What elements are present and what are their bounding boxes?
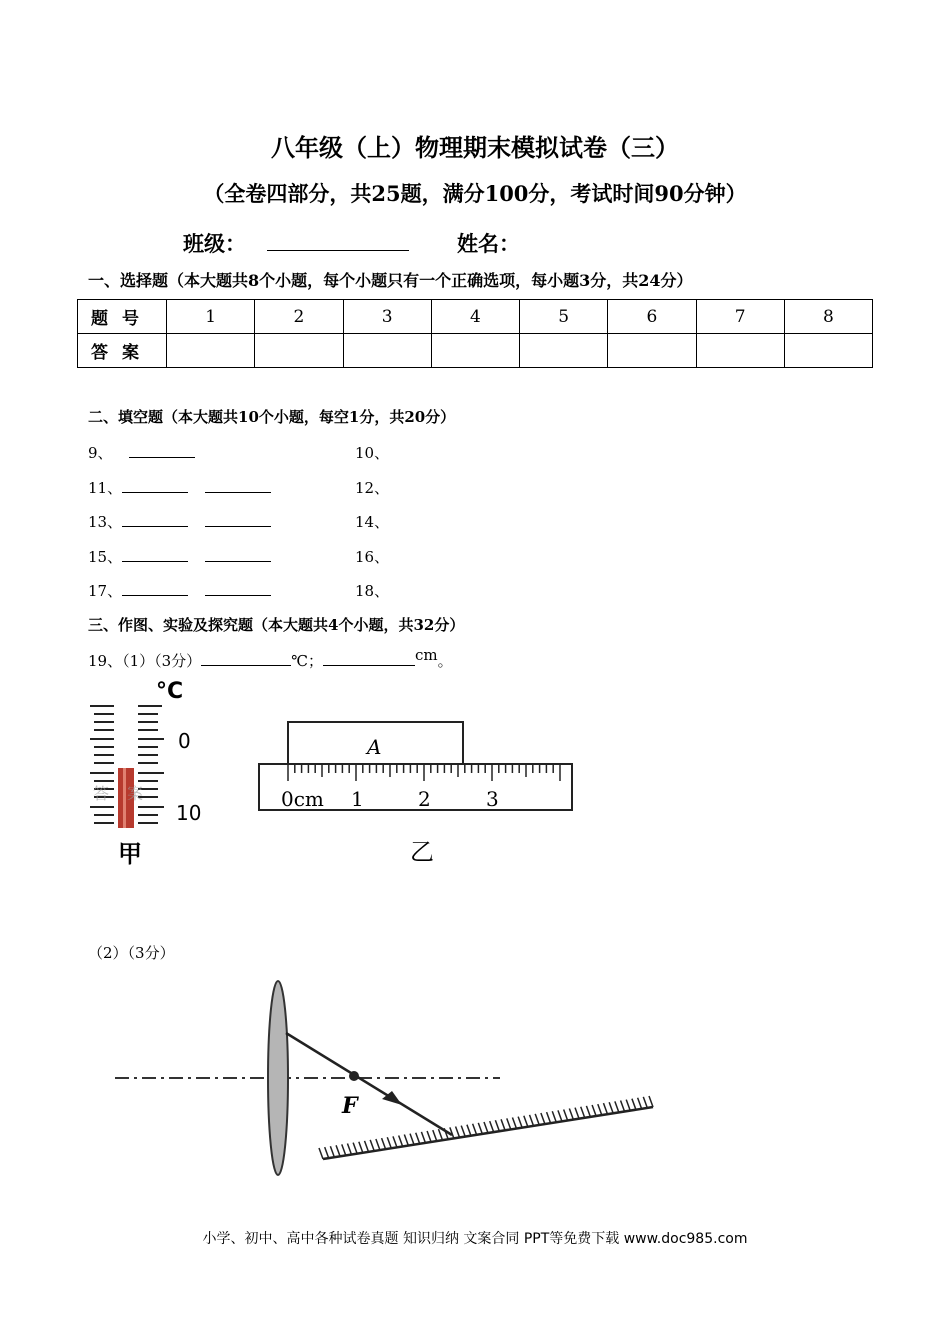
light-ray	[286, 1033, 452, 1135]
mirror-hatch-mark	[621, 1100, 625, 1111]
answer-cell[interactable]	[255, 334, 343, 368]
question-number: 8	[784, 300, 872, 334]
footer: 小学、初中、高中各种试卷真题 知识归纳 文案合同 PPT等免费下载 www.doc985.com	[202, 1231, 748, 1247]
mirror-hatch-mark	[347, 1144, 351, 1155]
row1-label: 题号	[78, 300, 167, 334]
answer-blank[interactable]	[129, 445, 195, 458]
question-number: 7	[696, 300, 784, 334]
question-number: 1	[167, 300, 255, 334]
mirror-hatch-mark	[541, 1113, 545, 1124]
lens-figure	[110, 975, 665, 1180]
mirror-hatch-mark	[365, 1141, 369, 1152]
mirror-hatch-mark	[535, 1114, 539, 1125]
mirror-hatch-mark	[359, 1142, 363, 1153]
fill-item-13: 13、	[88, 511, 271, 532]
answer-table	[77, 299, 873, 368]
answer-cell[interactable]	[696, 334, 784, 368]
fill-item-11: 11、	[88, 477, 271, 498]
mirror-hatch-mark	[564, 1109, 568, 1120]
class-blank[interactable]	[267, 250, 409, 251]
mirror-hatch-mark	[586, 1106, 590, 1117]
ruler-label-0cm: 0cm	[281, 787, 324, 811]
row2-label: 答案	[78, 334, 167, 368]
ruler-label-1: 1	[351, 787, 364, 811]
temperature-blank[interactable]	[201, 653, 291, 666]
mirror-hatch-mark	[393, 1136, 397, 1147]
mirror-hatch-mark	[518, 1117, 522, 1128]
mirror-hatch-mark	[609, 1102, 613, 1113]
mirror-hatch-mark	[336, 1145, 340, 1156]
question-number: 3	[343, 300, 431, 334]
mirror-hatch-mark	[632, 1099, 636, 1110]
mirror-hatch-mark	[530, 1115, 534, 1126]
table-row	[78, 334, 873, 368]
celsius-unit: °C	[156, 679, 184, 704]
mirror-hatch-mark	[575, 1108, 579, 1119]
mirror-hatch-mark	[558, 1110, 562, 1121]
mirror-hatch-mark	[387, 1137, 391, 1148]
figure-caption-jia: 甲	[118, 840, 142, 868]
mirror-hatch-mark	[433, 1130, 437, 1141]
length-blank[interactable]	[323, 653, 415, 666]
answer-cell[interactable]	[343, 334, 431, 368]
ruler-label-2: 2	[418, 787, 431, 811]
section1-heading: 一、选择题（本大题共8个小题，每个小题只有一个正确选项，每小题3分，共24分）	[88, 271, 693, 290]
mirror-hatch-mark	[353, 1143, 357, 1154]
answer-blank[interactable]	[205, 514, 271, 527]
mirror-hatch-mark	[330, 1146, 334, 1157]
mirror-hatch-mark	[421, 1132, 425, 1143]
mirror-hatch-mark	[495, 1120, 499, 1131]
ruler-figure	[255, 718, 580, 868]
mirror-hatch-mark	[473, 1124, 477, 1135]
answer-blank[interactable]	[122, 480, 188, 493]
mirror-hatch-mark	[524, 1116, 528, 1127]
mirror-hatch-mark	[490, 1121, 494, 1132]
mirror-hatch-mark	[404, 1135, 408, 1146]
mirror-hatch-mark	[626, 1100, 630, 1111]
mirror-hatch-mark	[478, 1123, 482, 1134]
mirror-hatch-mark	[399, 1135, 403, 1146]
mirror-hatch-mark	[569, 1109, 573, 1120]
class-label: 班级：	[183, 231, 246, 256]
table-row	[78, 300, 873, 334]
answer-blank[interactable]	[205, 583, 271, 596]
name-label: 姓名：	[457, 231, 520, 256]
mirror-hatch-mark	[410, 1134, 414, 1145]
mirror-hatch-mark	[438, 1129, 442, 1140]
answer-cell[interactable]	[608, 334, 696, 368]
answer-blank[interactable]	[122, 549, 188, 562]
figure-caption-yi: 乙	[410, 838, 434, 866]
question-number: 5	[520, 300, 608, 334]
fill-item-10: 10、	[355, 444, 390, 462]
mirror-hatch-mark	[319, 1148, 323, 1159]
fill-item-12: 12、	[355, 479, 390, 497]
ruler-label-3: 3	[486, 787, 499, 811]
answer-blank[interactable]	[205, 480, 271, 493]
mirror-hatch-mark	[649, 1096, 653, 1107]
focus-label: F	[342, 1093, 358, 1119]
convex-lens	[268, 981, 288, 1175]
mirror-hatch-mark	[382, 1138, 386, 1149]
mirror-hatch-mark	[547, 1112, 551, 1123]
fill-item-16: 16、	[355, 548, 390, 566]
mirror-hatch-mark	[581, 1107, 585, 1118]
answer-blank[interactable]	[122, 514, 188, 527]
q19-part2-label: （2）（3分）	[88, 944, 175, 962]
mirror-hatch-mark	[643, 1097, 647, 1108]
section3-heading: 三、作图、实验及探究题（本大题共4个小题，共32分）	[88, 616, 465, 634]
mirror-hatch-mark	[615, 1101, 619, 1112]
mirror-hatch-mark	[376, 1139, 380, 1150]
fill-item-15: 15、	[88, 546, 271, 567]
question-number: 6	[608, 300, 696, 334]
fill-item-9: 9、	[88, 442, 195, 463]
mirror-hatch-mark	[598, 1104, 602, 1115]
mirror-hatch-mark	[427, 1131, 431, 1142]
answer-cell[interactable]	[167, 334, 255, 368]
focus-point	[349, 1071, 359, 1081]
page-title: 八年级（上）物理期末模拟试卷（三）	[271, 133, 679, 162]
mirror-hatch-mark	[370, 1140, 374, 1151]
section2-heading: 二、填空题（本大题共10个小题，每空1分，共20分）	[88, 408, 456, 426]
mirror-hatch-mark	[638, 1098, 642, 1109]
mirror-hatch-mark	[512, 1118, 516, 1129]
mirror-hatch-mark	[444, 1128, 448, 1139]
mirror-hatch-mark	[467, 1125, 471, 1136]
answer-cell[interactable]	[520, 334, 608, 368]
q19-line: 19、（1）（3分） ℃； cm。	[88, 646, 453, 670]
tick-label-10: 10	[176, 801, 202, 825]
mirror-hatch-mark	[552, 1111, 556, 1122]
mirror-hatch-mark	[325, 1147, 329, 1158]
mirror-hatch-mark	[342, 1144, 346, 1155]
mirror-hatch-mark	[461, 1126, 465, 1137]
block-label: A	[367, 735, 382, 759]
thermometer-figure	[80, 676, 220, 871]
exam-subtitle: （全卷四部分，共25题，满分100分，考试时间90分钟）	[203, 181, 747, 206]
question-number: 2	[255, 300, 343, 334]
watermark-text: 答案	[93, 784, 162, 803]
answer-cell[interactable]	[431, 334, 519, 368]
mirror-hatch-mark	[416, 1133, 420, 1144]
answer-blank[interactable]	[122, 583, 188, 596]
mirror-hatch-mark	[501, 1119, 505, 1130]
fill-item-14: 14、	[355, 513, 390, 531]
fill-item-17: 17、	[88, 580, 271, 601]
fill-item-18: 18、	[355, 582, 390, 600]
mirror-hatch-mark	[456, 1126, 460, 1137]
answer-blank[interactable]	[205, 549, 271, 562]
mirror-hatch-mark	[507, 1118, 511, 1129]
mirror-hatch-mark	[592, 1105, 596, 1116]
question-number: 4	[431, 300, 519, 334]
mirror-hatch-mark	[603, 1103, 607, 1114]
mirror-hatch-mark	[484, 1122, 488, 1133]
answer-cell[interactable]	[784, 334, 872, 368]
tick-label-0: 0	[178, 729, 191, 753]
